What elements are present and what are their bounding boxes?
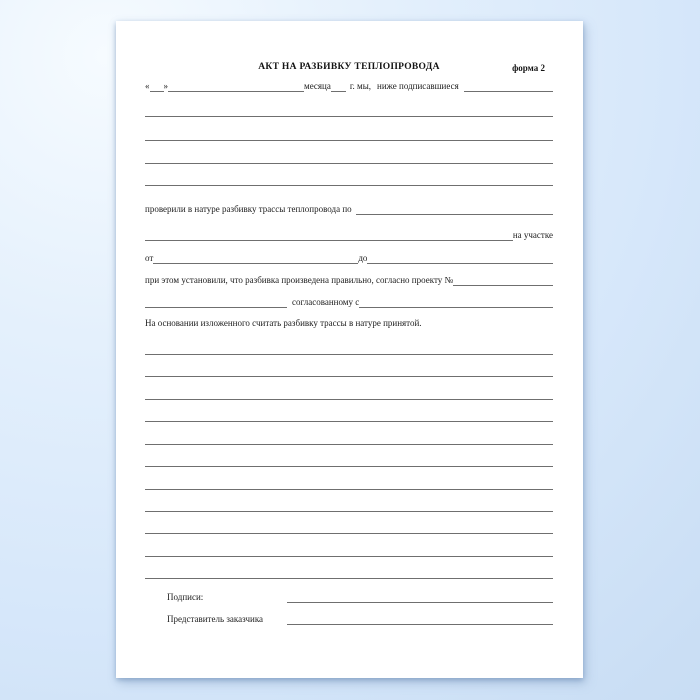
conclusion-label: На основании изложенного считать разбивку трассы в натуре принятой. [145,318,422,328]
undersigned-label: ниже подписавшиеся [377,81,459,91]
date-line-row [145,79,553,92]
month-blank-field [168,79,304,92]
ruled-line [145,556,553,557]
close-quote: » [163,81,168,91]
agreed-blank-field-left [145,295,287,308]
checked-line-row [145,202,553,215]
signatures-row [145,590,553,603]
ruled-line [145,511,553,512]
year-blank-field [331,79,346,92]
conclusion-row [145,316,553,329]
document-title: АКТ НА РАЗБИВКУ ТЕПЛОПРОВОДА [258,62,440,72]
from-to-row [145,251,553,264]
from-label: от [145,253,154,263]
customer-representative-row [145,612,553,625]
ruled-line [145,421,553,422]
undersigned-blank-field [464,79,553,92]
open-quote: « [145,81,150,91]
site-blank-field [145,228,513,241]
from-blank-field [153,251,358,264]
day-blank-field [150,79,164,92]
customer-representative-label: Представитель заказчика [167,614,264,624]
ruled-line [145,489,553,490]
ruled-line [145,444,553,445]
ruled-line [145,578,553,579]
ruled-line [145,116,553,117]
ruled-line [145,376,553,377]
form-number-label: форма 2 [512,62,545,73]
route-blank-field [356,202,553,215]
ruled-line [145,466,553,467]
checked-label: проверили в натуре разбивку трассы теплопровода по [145,204,352,214]
document-page [116,21,583,678]
month-label: месяца [304,81,331,91]
ruled-line [145,354,553,355]
ruled-line [145,140,553,141]
signatures-label: Подписи: [167,592,204,602]
agreed-blank-field-right [359,295,553,308]
document-header [145,61,553,74]
ruled-line [145,185,553,186]
site-line-row [145,228,553,241]
customer-representative-blank-field [287,612,553,625]
to-blank-field [367,251,553,264]
established-label: при этом установили, что разбивка произведена правильно, согласно проекту № [145,275,454,285]
ruled-line [145,533,553,534]
year-we-label: г. мы, [349,81,372,91]
project-number-blank-field [453,273,553,286]
site-label: на участке [512,230,553,240]
ruled-line [145,399,553,400]
agreed-row [145,295,553,308]
agreed-label: согласованному с [292,297,360,307]
to-label: до [358,253,368,263]
established-row [145,273,553,286]
signature-blank-field [287,590,553,603]
ruled-line [145,163,553,164]
